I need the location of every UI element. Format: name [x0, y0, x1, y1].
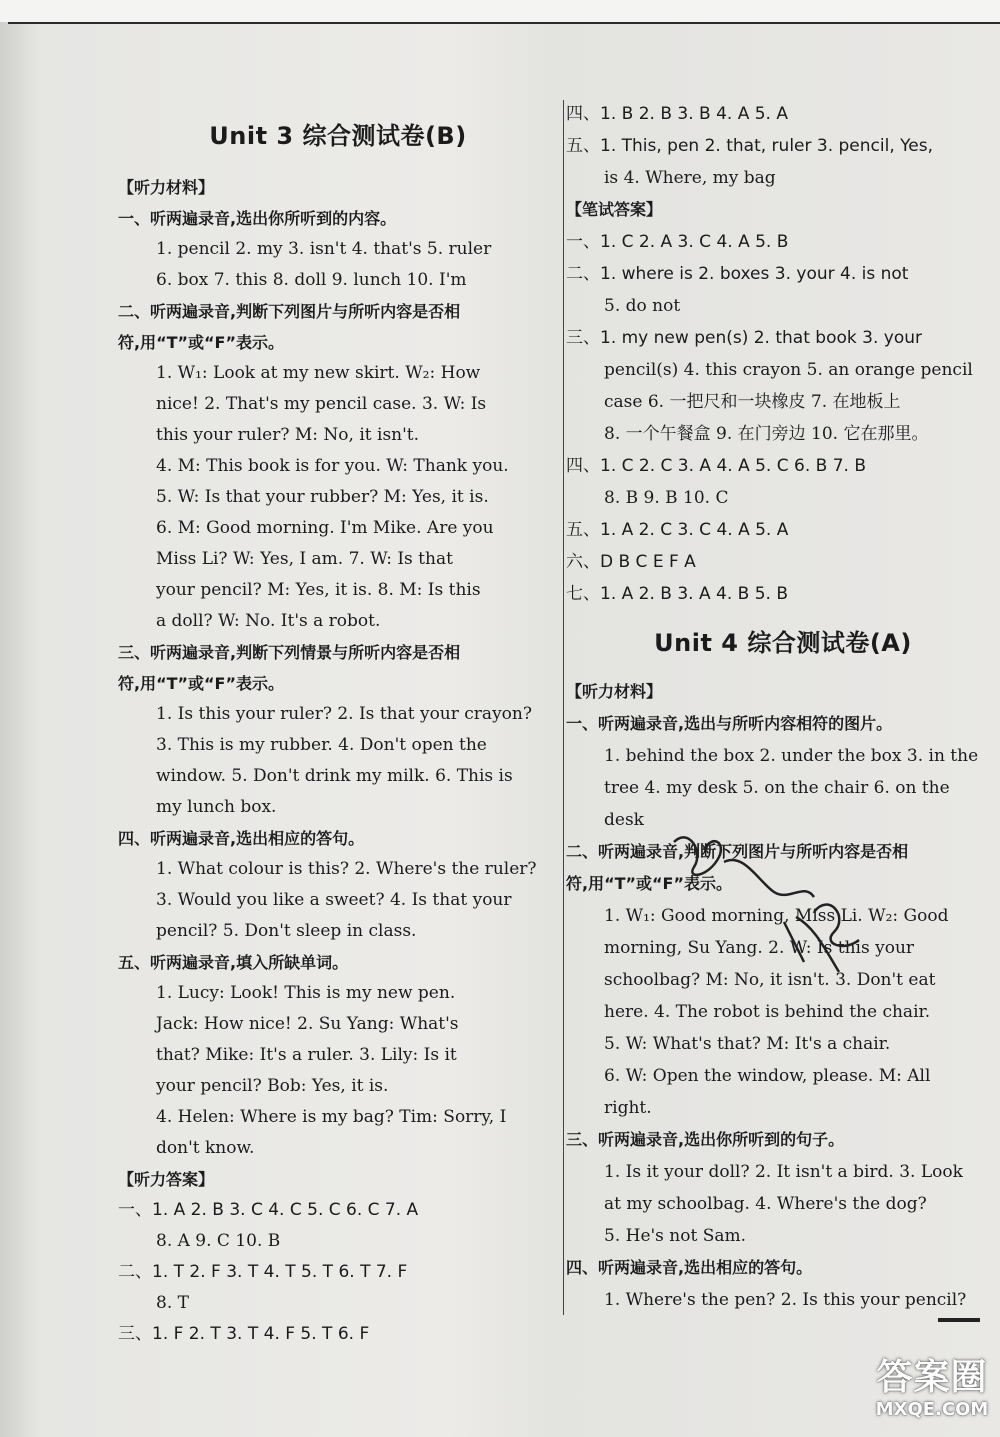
text-line: 一、1. C 2. A 3. C 4. A 5. B — [566, 232, 789, 252]
right-column — [566, 98, 1000, 1316]
unit3-test-title: Unit 3 综合测试卷(B) — [209, 122, 467, 150]
text-line: 五、听两遍录音,填入所缺单词。 — [118, 953, 349, 972]
text-line: morning, Su Yang. 2. W: Is this your — [604, 938, 915, 958]
text-line: 5. W: Is that your rubber? M: Yes, it is. — [156, 487, 489, 507]
text-line: 3. Would you like a sweet? 4. Is that your — [156, 890, 512, 910]
page-top-margin — [0, 0, 1000, 22]
text-line: 1. Where's the pen? 2. Is this your pencil? — [604, 1290, 967, 1310]
text-line: 1. What colour is this? 2. Where's the ruler? — [156, 859, 537, 879]
text-line: 1. Lucy: Look! This is my new pen. — [156, 983, 456, 1003]
text-line: 三、1. my new pen(s) 2. that book 3. your — [566, 328, 922, 348]
text-line: 三、听两遍录音,选出你所听到的句子。 — [566, 1130, 845, 1149]
text-line: 四、听两遍录音,选出相应的答句。 — [566, 1258, 813, 1277]
text-line: 符,用“T”或“F”表示。 — [118, 333, 284, 352]
text-line: pencil? 5. Don't sleep in class. — [156, 921, 417, 941]
text-line: 6. W: Open the window, please. M: All — [604, 1066, 931, 1086]
text-line: 符,用“T”或“F”表示。 — [118, 674, 284, 693]
text-line: 一、听两遍录音,选出你所听到的内容。 — [118, 209, 397, 228]
text-line: window. 5. Don't drink my milk. 6. This is — [156, 766, 513, 786]
unit4-test-title: Unit 4 综合测试卷(A) — [654, 629, 912, 657]
text-line: 1. pencil 2. my 3. isn't 4. that's 5. ruler — [156, 239, 492, 259]
text-line: 6. M: Good morning. I'm Mike. Are you — [156, 518, 494, 538]
text-line: 【笔试答案】 — [566, 200, 663, 219]
text-line: 七、1. A 2. B 3. A 4. B 5. B — [566, 584, 788, 604]
text-line: desk — [604, 810, 644, 830]
text-line: 8. B 9. B 10. C — [604, 488, 729, 508]
text-line: schoolbag? M: No, it isn't. 3. Don't eat — [604, 970, 936, 990]
text-line: Miss Li? W: Yes, I am. 7. W: Is that — [156, 549, 453, 569]
text-line: tree 4. my desk 5. on the chair 6. on the — [604, 778, 950, 798]
left-column — [118, 100, 558, 1350]
text-line: 四、听两遍录音,选出相应的答句。 — [118, 829, 365, 848]
text-line: is 4. Where, my bag — [604, 168, 776, 188]
watermark-logo — [868, 1358, 996, 1428]
text-line: your pencil? Bob: Yes, it is. — [156, 1076, 389, 1096]
text-line: 5. do not — [604, 296, 681, 316]
text-line: 四、1. C 2. C 3. A 4. A 5. C 6. B 7. B — [566, 456, 866, 476]
column-divider — [563, 100, 564, 1315]
text-line: 【听力答案】 — [118, 1170, 215, 1189]
text-line: right. — [604, 1098, 652, 1118]
text-line: 4. M: This book is for you. W: Thank you. — [156, 456, 509, 476]
text-line: 【听力材料】 — [566, 682, 663, 701]
text-line: 四、1. B 2. B 3. B 4. A 5. A — [566, 104, 788, 124]
text-line: that? Mike: It's a ruler. 3. Lily: Is it — [156, 1045, 457, 1065]
text-line: pencil(s) 4. this crayon 5. an orange pencil — [604, 360, 973, 380]
text-line: 一、1. A 2. B 3. C 4. C 5. C 6. C 7. A — [118, 1200, 419, 1220]
text-line: 三、听两遍录音,判断下列情景与所听内容是否相 — [118, 643, 461, 662]
header-rule — [8, 22, 1000, 24]
text-line: 3. This is my rubber. 4. Don't open the — [156, 735, 487, 755]
page-edge-mark — [938, 1318, 980, 1322]
text-line: 1. W₁: Good morning, Miss Li. W₂: Good — [604, 906, 949, 926]
text-line: at my schoolbag. 4. Where's the dog? — [604, 1194, 927, 1214]
watermark-domain: MXQE.COM — [875, 1399, 989, 1420]
unit4-content — [566, 676, 1000, 1316]
text-line: 5. W: What's that? M: It's a chair. — [604, 1034, 891, 1054]
text-line: 1. W₁: Look at my new skirt. W₂: How — [156, 363, 481, 383]
unit3-answers — [566, 98, 1000, 610]
watermark-text: 答案圈 — [876, 1357, 988, 1398]
text-line: 8. 一个午餐盒 9. 在门旁边 10. 它在那里。 — [604, 424, 929, 444]
text-line: 4. Helen: Where is my bag? Tim: Sorry, I — [156, 1107, 507, 1127]
text-line: 三、1. F 2. T 3. T 4. F 5. T 6. F — [118, 1324, 370, 1344]
text-line: 5. He's not Sam. — [604, 1226, 747, 1246]
text-line: 二、听两遍录音,判断下列图片与所听内容是否相 — [566, 842, 909, 861]
text-line: 一、听两遍录音,选出与所听内容相符的图片。 — [566, 714, 893, 733]
text-line: 五、1. A 2. C 3. C 4. A 5. A — [566, 520, 789, 540]
text-line: your pencil? M: Yes, it is. 8. M: Is this — [156, 580, 481, 600]
text-line: here. 4. The robot is behind the chair. — [604, 1002, 931, 1022]
text-line: 符,用“T”或“F”表示。 — [566, 874, 732, 893]
text-line: case 6. 一把尺和一块橡皮 7. 在地板上 — [604, 392, 901, 412]
text-line: 【听力材料】 — [118, 178, 215, 197]
text-line: 五、1. This, pen 2. that, ruler 3. pencil, Yes, — [566, 136, 933, 156]
text-line: 8. A 9. C 10. B — [156, 1231, 281, 1251]
text-line: a doll? W: No. It's a robot. — [156, 611, 381, 631]
text-line: 1. behind the box 2. under the box 3. in the — [604, 746, 979, 766]
text-line: nice! 2. That's my pencil case. 3. W: Is — [156, 394, 487, 414]
unit3-content — [118, 172, 558, 1350]
text-line: 二、1. T 2. F 3. T 4. T 5. T 6. T 7. F — [118, 1262, 408, 1282]
text-line: 1. Is this your ruler? 2. Is that your crayon? — [156, 704, 532, 724]
text-line: Jack: How nice! 2. Su Yang: What's — [156, 1014, 459, 1034]
text-line: 1. Is it your doll? 2. It isn't a bird. 3. Look — [604, 1162, 963, 1182]
text-line: my lunch box. — [156, 797, 277, 817]
text-line: 二、听两遍录音,判断下列图片与所听内容是否相 — [118, 302, 461, 321]
pen-scribble — [664, 822, 884, 982]
text-line: 二、1. where is 2. boxes 3. your 4. is not — [566, 264, 909, 284]
text-line: this your ruler? M: No, it isn't. — [156, 425, 420, 445]
text-line: 8. T — [156, 1293, 189, 1313]
text-line: 六、D B C E F A — [566, 552, 696, 572]
text-line: 6. box 7. this 8. doll 9. lunch 10. I'm — [156, 270, 467, 290]
text-line: don't know. — [156, 1138, 255, 1158]
